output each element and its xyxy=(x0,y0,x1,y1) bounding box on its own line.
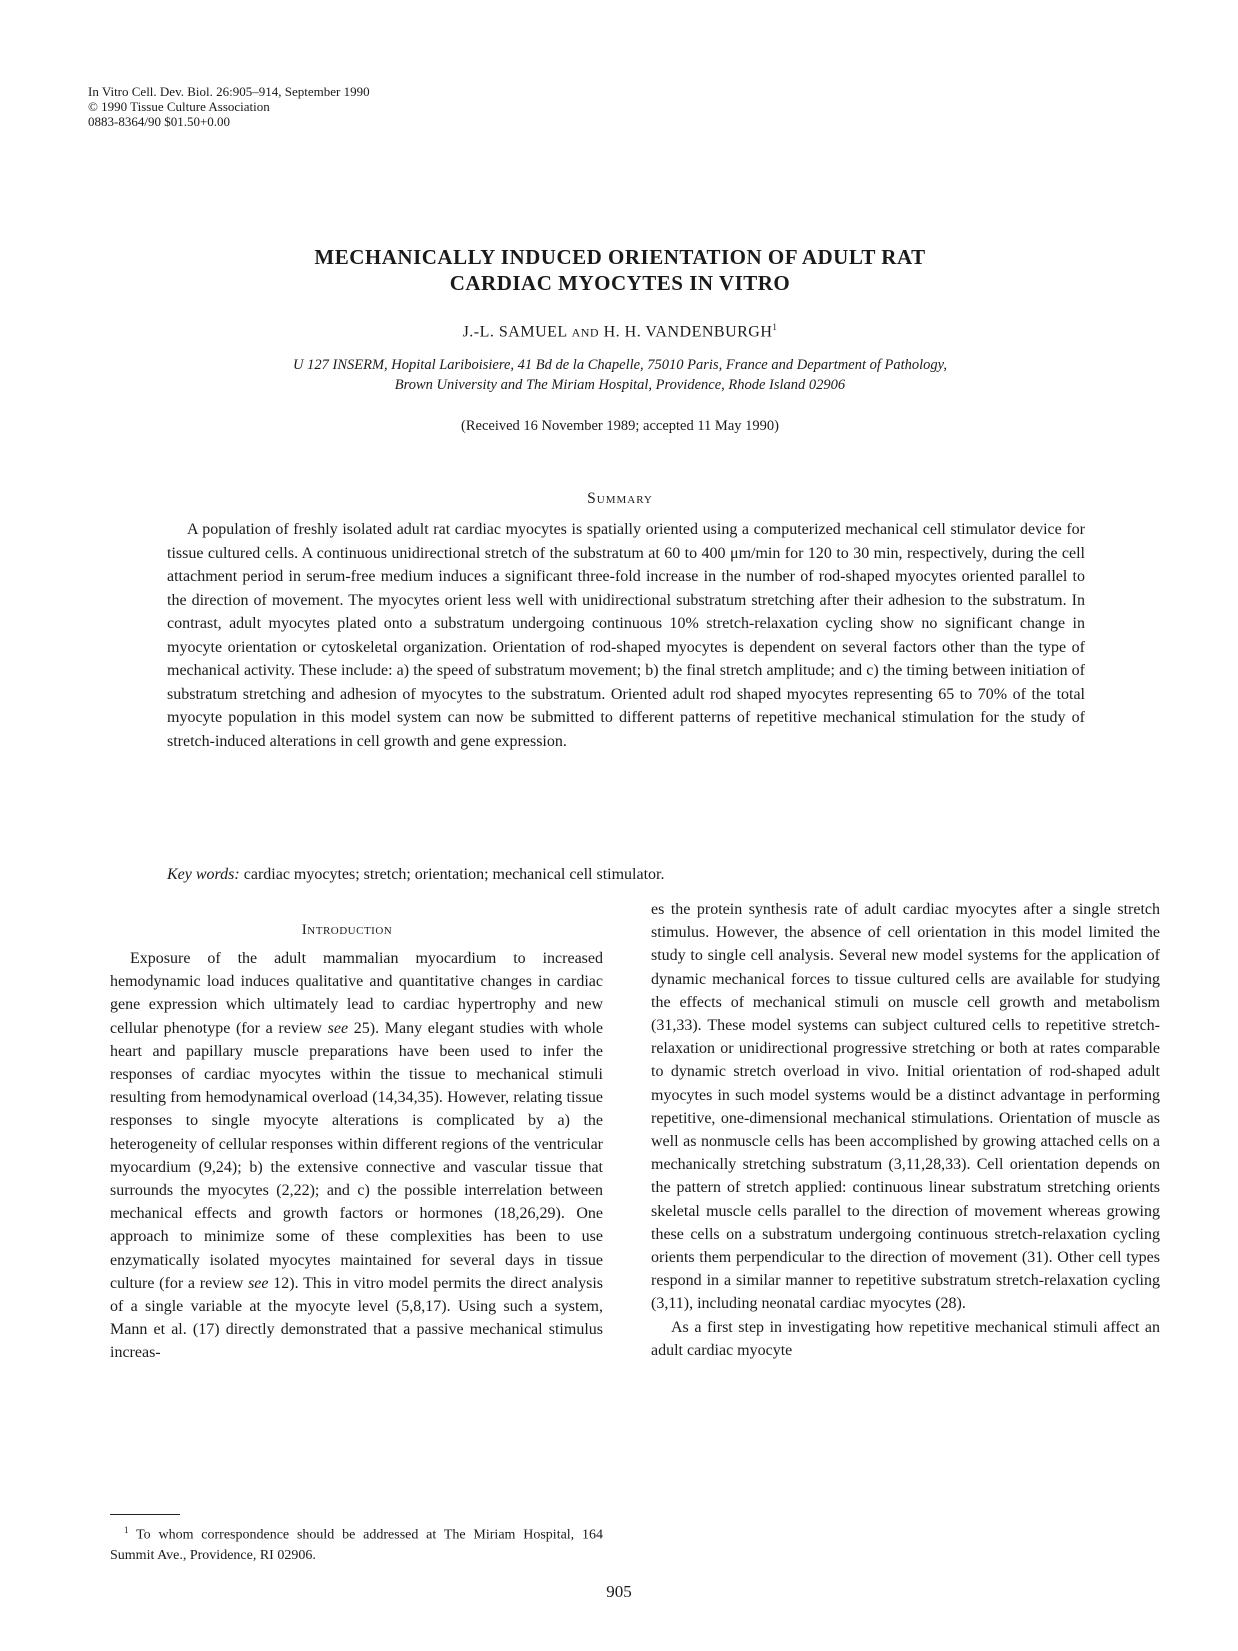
citation-line-3: 0883-8364/90 $01.50+0.00 xyxy=(88,114,231,129)
intro-right-paragraph-1: es the protein synthesis rate of adult cardiac myocytes after a single stretch stimulus. However, the absence of cell orientation in this model limited the study to single cell analysis. Several new model systems for the application of dynamic mechanical forces to tissue cultured cells are available for studying the effects of mechanical stimuli on muscle cell growth and metabolism (31,33). These model systems can subject cultured cells to repetitive stretch-relaxation or unidirectional progressive stretching or both at rates comparable to dynamic stretch overload in vivo. Initial orientation of rod-shaped adult myocytes in such model systems would be a distinct advantage in performing repetitive, one-dimensional mechanical stimulations. Orientation of muscle as well as nonmuscle cells has been accomplished by growing attached cells on a mechanically stretching substratum (3,11,28,33). Cell orientation depends on the pattern of stretch applied: continuous linear substratum stretching orients skeletal muscle cells parallel to the direction of movement whereas growing these cells on a substratum undergoing continuous stretch-relaxation cycling orients them perpendicular to the direction of movement (31). Other cell types respond in a similar manner to repetitive substratum stretch-relaxation cycling (3,11), including neonatal cardiac myocytes (28). xyxy=(651,901,1160,1313)
summary-text: A population of freshly isolated adult rat cardiac myocytes is spatially oriented using a computerized mechanical cell stimulator device for tissue cultured cells. A continuous unidirectional stretch of the substratum at 60 to 400 μm/min for 120 to 30 min, respectively, during the cell attachment period in serum-free medium induces a significant three-fold increase in the number of rod-shaped myocytes oriented parallel to the direction of movement. The myocytes orient less well with unidirectional substratum stretching after their adhesion to the substratum. In contrast, adult myocytes plated onto a substratum undergoing continuous 10% stretch-relaxation cycling show no significant change in myocyte orientation or cytoskeletal organization. Orientation of rod-shaped myocytes is dependent on several factors other than the type of mechanical activity. These include: a) the speed of substratum movement; b) the final stretch amplitude; and c) the timing between initiation of substratum stretching and adhesion of myocytes to the substratum. Oriented adult rod shaped myocytes representing 65 to 70% of the total myocyte population in this model system can now be submitted to different patterns of repetitive mechanical stimulation for the study of stretch-induced alterations in cell growth and gene expression. xyxy=(167,521,1085,750)
author-1: J.-L. SAMUEL xyxy=(462,323,568,341)
author-2-footnote-mark: 1 xyxy=(772,322,778,332)
article-title xyxy=(150,244,1090,296)
citation-line-1: In Vitro Cell. Dev. Biol. 26:905–914, September 1990 xyxy=(88,84,370,99)
affiliation-line-1: U 127 INSERM, Hopital Lariboisiere, 41 Bd de la Chapelle, 75010 Paris, France and Department of Pathology, xyxy=(293,357,947,373)
author-conjunction: AND xyxy=(571,325,600,340)
keywords xyxy=(167,866,1085,884)
summary-heading: Summary xyxy=(587,490,653,507)
intro-text-c: 12). This in vitro model permits the direct analysis of a single variable at the myocyte level (5,8,17). Using such a system, Mann et al. (17) directly demonstrated that a passive mechanical stimulus increas- xyxy=(110,1274,603,1362)
introduction-right-column xyxy=(651,898,1160,1362)
keywords-label: Key words: xyxy=(167,866,240,883)
intro-right-paragraph-2: As a first step in investigating how repetitive mechanical stimuli affect an adult cardiac myocyte xyxy=(651,1318,1160,1359)
intro-see-2: see xyxy=(248,1274,269,1292)
keywords-text: cardiac myocytes; stretch; orientation; mechanical cell stimulator. xyxy=(243,866,665,883)
author-2: H. H. VANDENBURGH xyxy=(603,323,773,341)
footnote-rule xyxy=(110,1514,180,1515)
intro-text-b: 25). Many elegant studies with whole heart and papillary muscle preparations have been used to infer the responses of cardiac myocytes within the tissue to mechanical stimuli resulting from hemodynamical overload (14,34,35). However, relating tissue responses to single myocyte alterations is complicated by a) the heterogeneity of cellular responses within different regions of the ventricular myocardium (9,24); b) the extensive connective and vascular tissue that surrounds the myocytes (2,22); and c) the possible interrelation between mechanical effects and growth factors or hormones (18,26,29). One approach to minimize some of these complexities has been to use enzymatically isolated myocytes maintained for several days in tissue culture (for a review xyxy=(110,1019,604,1292)
affiliations xyxy=(150,355,1090,395)
footnote-text: To whom correspondence should be addressed at The Miriam Hospital, 164 Summit Ave., Providence, RI 02906. xyxy=(110,1527,604,1563)
title-line-1: MECHANICALLY INDUCED ORIENTATION OF ADULT RAT xyxy=(314,245,926,269)
received-dates: (Received 16 November 1989; accepted 11 May 1990) xyxy=(461,418,779,434)
intro-see-1: see xyxy=(327,1019,349,1037)
introduction-left-column xyxy=(110,947,603,1365)
footnote xyxy=(110,1520,603,1566)
footnote-mark: 1 xyxy=(124,1525,129,1535)
page-number: 905 xyxy=(606,1582,632,1601)
introduction-heading: Introduction xyxy=(301,922,393,938)
citation-line-2: © 1990 Tissue Culture Association xyxy=(88,99,270,114)
affiliation-line-2: Brown University and The Miriam Hospital, Providence, Rhode Island 02906 xyxy=(394,377,846,393)
journal-citation xyxy=(88,84,370,129)
title-line-2: CARDIAC MYOCYTES IN VITRO xyxy=(449,271,791,295)
author-list xyxy=(150,322,1090,341)
intro-text-a: Exposure of the adult mammalian myocardium to increased hemodynamic load induces qualitative and quantitative changes in cardiac gene expression which ultimately lead to cardiac hypertrophy and new cellular phenotype (for a review xyxy=(110,950,603,1037)
